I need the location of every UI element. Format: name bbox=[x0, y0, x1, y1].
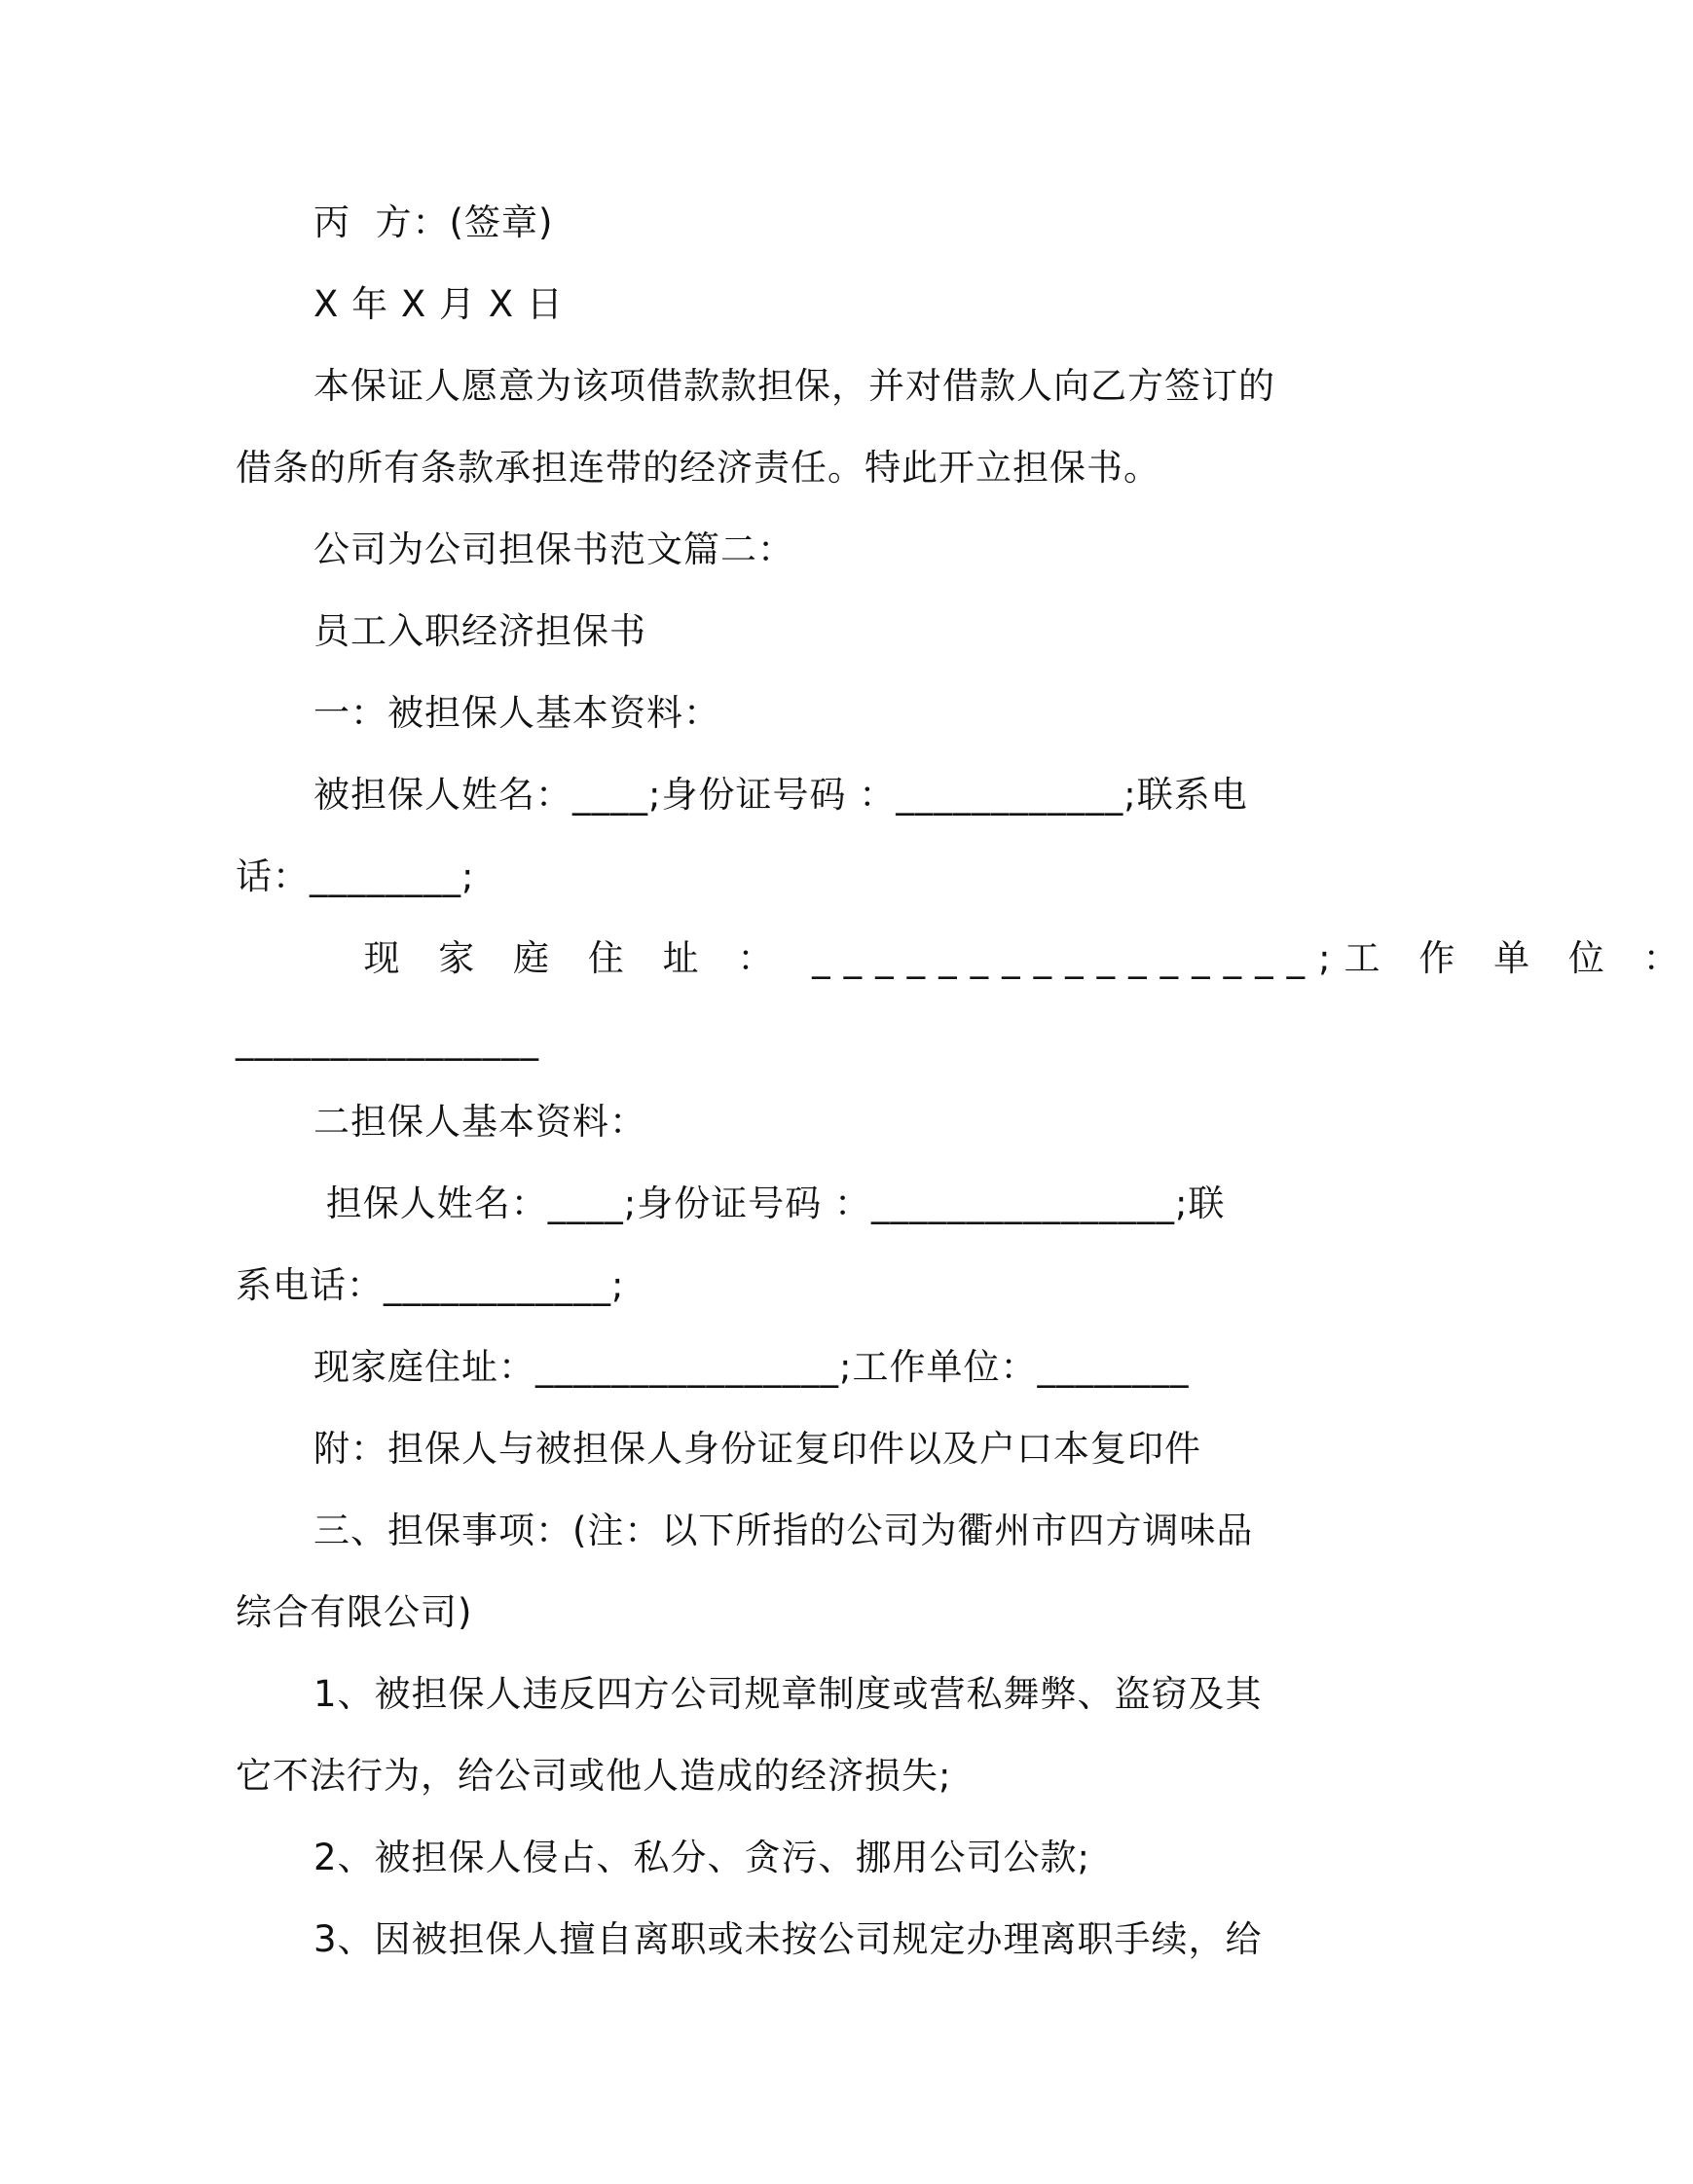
item-1-line-2: 它不法行为，给公司或他人造成的经济损失; bbox=[236, 1755, 952, 1797]
date-line: X 年 X 月 X 日 bbox=[313, 283, 564, 325]
guaranteed-person-workplace-blank: ________________ bbox=[236, 1019, 539, 1061]
item-2: 2、被担保人侵占、私分、贪污、挪用公司公款; bbox=[313, 1837, 1091, 1878]
guaranteed-person-fields-line-2: 话：________; bbox=[236, 855, 475, 897]
guarantor-heading: 二担保人基本资料： bbox=[313, 1101, 646, 1143]
guarantee-statement-line-2: 借条的所有条款承担连带的经济责任。特此开立担保书。 bbox=[236, 447, 1160, 489]
guaranteed-person-heading: 一：被担保人基本资料： bbox=[313, 692, 720, 734]
guarantee-statement-line-1: 本保证人愿意为该项借款款担保，并对借款人向乙方签订的 bbox=[313, 365, 1275, 407]
item-3: 3、因被担保人擅自离职或未按公司规定办理离职手续，给 bbox=[313, 1918, 1263, 1960]
guarantor-address-line: 现家庭住址：________________;工作单位：________ bbox=[313, 1346, 1190, 1388]
guarantee-matters-heading-line-1: 三、担保事项：(注：以下所指的公司为衢州市四方调味品 bbox=[313, 1510, 1254, 1551]
attachment-note: 附：担保人与被担保人身份证复印件以及户口本复印件 bbox=[313, 1428, 1201, 1470]
guaranteed-person-fields-line-1: 被担保人姓名：____;身份证号码 ：____________;联系电 bbox=[313, 774, 1248, 816]
guarantee-matters-heading-line-2: 综合有限公司) bbox=[236, 1591, 473, 1633]
document-title: 员工入职经济担保书 bbox=[313, 610, 646, 652]
section-title: 公司为公司担保书范文篇二： bbox=[313, 528, 794, 570]
guarantor-fields-line-2: 系电话：____________; bbox=[236, 1264, 625, 1306]
item-1-line-1: 1、被担保人违反四方公司规章制度或营私舞弊、盗窃及其 bbox=[313, 1673, 1263, 1715]
guarantor-fields-line-1: 担保人姓名：____;身份证号码 ：________________;联 bbox=[313, 1183, 1226, 1224]
signature-line: 丙 方：(签章) bbox=[313, 201, 554, 243]
guaranteed-person-address-line: 现 家 庭 住 址 ： ________________;工 作 单 位 ： bbox=[313, 937, 1693, 979]
